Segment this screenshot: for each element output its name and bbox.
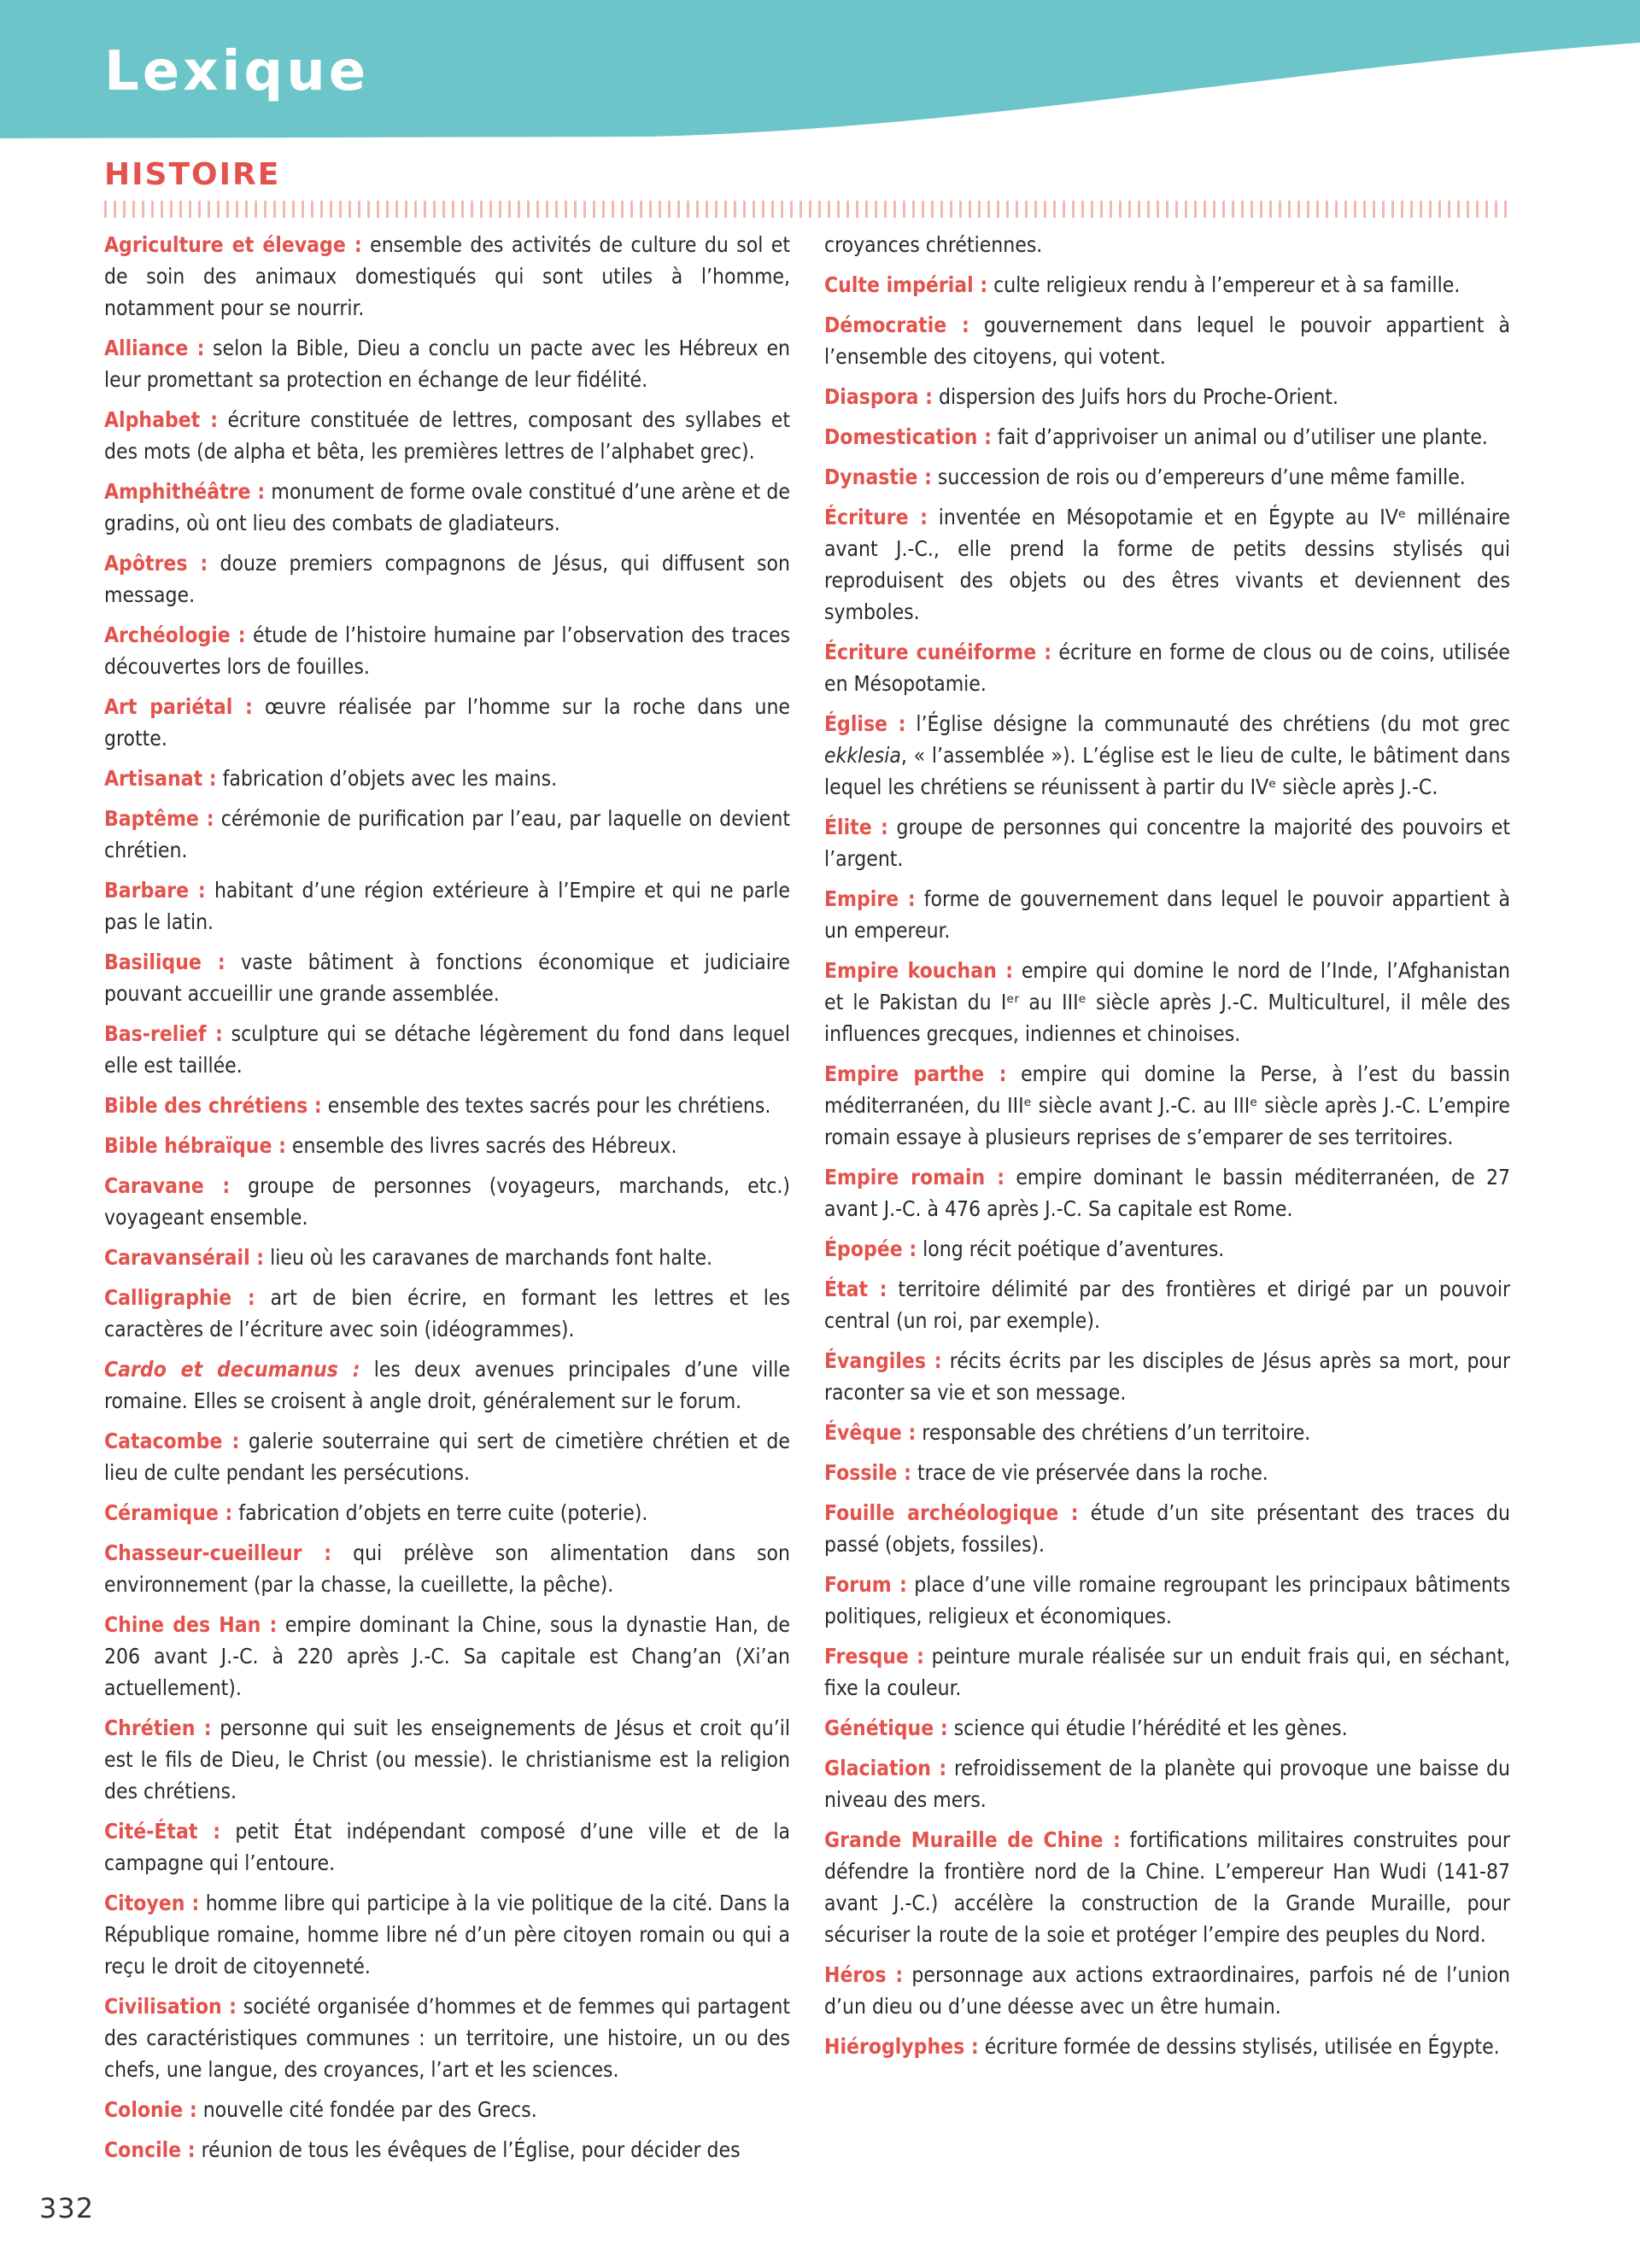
glossary-entry (824, 1457, 1510, 1488)
entry-term: Empire romain : (824, 1165, 1005, 1190)
entry-definition: peinture murale réalisée sur un enduit frais qui, en séchant, fixe la couleur. (824, 1644, 1511, 1700)
entry-definition: écriture constituée de lettres, composant des syllabes et des mots (de alpha et bêta, les premières lettres de l’alphabet grec). (104, 407, 790, 464)
glossary-entry (104, 874, 790, 938)
definition-italic-word: ekklesia (824, 743, 901, 768)
glossary-entry (824, 1752, 1510, 1815)
entry-definition: forme de gouvernement dans lequel le pouvoir appartient à un empereur. (824, 886, 1511, 943)
entry-definition: groupe de personnes (voyageurs, marchands, etc.) voyageant ensemble. (104, 1173, 790, 1230)
glossary-entry (104, 476, 790, 539)
definition-part: , « l’assemblée »). L’église est le lieu de culte, le bâtiment dans lequel les chrétiens se réunissent à partir du IVᵉ siècle après J.-C. (824, 743, 1510, 799)
entry-term: Concile : (104, 2137, 196, 2162)
entry-term: Évangiles : (824, 1348, 942, 1373)
entry-definition: art de bien écrire, en formant les lettres et les caractères de l’écriture avec soin (idéogrammes). (104, 1285, 790, 1342)
glossary-entry (104, 803, 790, 866)
entry-definition: personnage aux actions extraordinaires, parfois né de l’union d’un dieu ou d’une déesse avec un être humain. (824, 1962, 1511, 2019)
entry-definition: ensemble des activités de culture du sol et de soin des animaux domestiqués qui sont utiles à l’homme, notamment pour se nourrir. (104, 232, 790, 320)
glossary-entry (824, 1273, 1510, 1336)
section-title: HISTOIRE (104, 157, 281, 192)
entry-term: Bible des chrétiens : (104, 1093, 322, 1118)
glossary-entry (824, 1959, 1510, 2022)
entry-definition: selon la Bible, Dieu a conclu un pacte avec les Hébreux en leur promettant sa protection en échange de leur fidélité. (104, 336, 790, 392)
glossary-entry (824, 636, 1510, 699)
entry-term: Chrétien : (104, 1716, 212, 1740)
glossary-entry (104, 404, 790, 467)
entry-definition: groupe de personnes qui concentre la majorité des pouvoirs et l’argent. (824, 815, 1510, 871)
entry-definition: homme libre qui participe à la vie politique de la cité. Dans la République romaine, homme libre né d’un père citoyen romain ou qui a reçu le droit de citoyenneté. (104, 1891, 790, 1979)
entry-definition: habitant d’une région extérieure à l’Empire et qui ne parle pas le latin. (104, 878, 790, 934)
entry-definition: place d’une ville romaine regroupant les principaux bâtiments politiques, religieux et économiques. (824, 1572, 1510, 1628)
entry-term: Église : (824, 711, 906, 736)
section-divider (104, 201, 1510, 218)
entry-term: Glaciation : (824, 1756, 947, 1780)
glossary-entry (104, 763, 790, 794)
entry-term: Caravane : (104, 1173, 231, 1198)
entry-definition: empire qui domine la Perse, à l’est du bassin méditerranéen, du IIIᵉ siècle avant J.-C. au IIIᵉ siècle après J.-C. L’empire romain essaye à plusieurs reprises de s’emparer de ses territoires. (824, 1061, 1510, 1149)
glossary-entry (104, 1609, 790, 1704)
glossary-entry (824, 309, 1510, 372)
entry-term: Amphithéâtre : (104, 479, 266, 504)
entry-term: Empire : (824, 886, 916, 911)
entry-definition: empire dominant le bassin méditerranéen, de 27 avant J.-C. à 476 après J.-C. Sa capitale est Rome. (824, 1165, 1510, 1221)
entry-definition: personne qui suit les enseignements de Jésus et croit qu’il est le fils de Dieu, le Christ (ou messie). le christianisme est la religion des chrétiens. (104, 1716, 790, 1803)
page-title: Lexique (104, 40, 370, 103)
glossary-entry (104, 1712, 790, 1807)
entry-term: Chine des Han : (104, 1612, 278, 1637)
entry-definition: empire dominant la Chine, sous la dynastie Han, de 206 avant J.-C. à 220 après J.-C. Sa capitale est Chang’an (Xi’an actuellement). (104, 1612, 791, 1700)
glossary-entry (104, 1282, 790, 1345)
entry-definition: gouvernement dans lequel le pouvoir appartient à l’ensemble des citoyens, qui votent. (824, 313, 1510, 369)
glossary-entry (824, 501, 1510, 628)
entry-term: Écriture cunéiforme : (824, 640, 1052, 664)
glossary-entry (104, 1887, 790, 1982)
glossary-entry (824, 269, 1510, 301)
entry-definition: croyances chrétiennes. (824, 232, 1043, 257)
entry-definition: fabrication d’objets en terre cuite (poterie). (232, 1500, 648, 1525)
entry-term: Fossile : (824, 1460, 911, 1485)
entry-definition: ensemble des livres sacrés des Hébreux. (285, 1133, 677, 1158)
glossary-entry (104, 229, 790, 324)
entry-definition: monument de forme ovale constitué d’une arène et de gradins, où ont lieu des combats de gladiateurs. (104, 479, 790, 535)
glossary-entry (824, 1824, 1510, 1950)
glossary-entry (104, 1537, 790, 1600)
glossary-entry (104, 1018, 790, 1081)
definition-part: l’Église désigne la communauté des chrétiens (du mot grec (905, 711, 1511, 736)
page-number: 332 (39, 2192, 95, 2224)
glossary-column-left (104, 229, 790, 2174)
entry-definition: long récit poétique d’aventures. (917, 1236, 1225, 1261)
entry-definition: culte religieux rendu à l’empereur et à sa famille. (987, 272, 1461, 297)
entry-term: Caravansérail : (104, 1245, 265, 1270)
entry-term: Art pariétal : (104, 694, 253, 719)
entry-term: Bas-relief : (104, 1021, 223, 1046)
entry-term: Héros : (824, 1962, 904, 1987)
entry-definition: lieu où les caravanes de marchands font halte. (264, 1245, 713, 1270)
entry-definition: vaste bâtiment à fonctions économique et judiciaire pouvant accueillir une grande assemblée. (104, 950, 790, 1006)
glossary-entry (104, 1242, 790, 1273)
entry-term: Baptême : (104, 806, 214, 831)
entry-definition: cérémonie de purification par l’eau, par laquelle on devient chrétien. (104, 806, 790, 862)
entry-term: Cardo et decumanus : (104, 1357, 360, 1382)
entry-term: Basilique : (104, 950, 226, 974)
entry-definition: réunion de tous les évêques de l’Église, pour décider des (195, 2137, 741, 2162)
glossary-entry (104, 547, 790, 611)
glossary-entry (824, 811, 1510, 874)
entry-term: Empire parthe : (824, 1061, 1007, 1086)
glossary-entry (824, 1161, 1510, 1225)
entry-term: Civilisation : (104, 1994, 237, 2019)
glossary-entry (824, 883, 1510, 946)
entry-definition: dispersion des Juifs hors du Proche-Orient. (933, 384, 1338, 409)
glossary-entry (104, 1425, 790, 1488)
entry-term: Domestication : (824, 424, 992, 449)
glossary-entry (104, 1497, 790, 1529)
entry-definition: empire qui domine le nord de l’Inde, l’Afghanistan et le Pakistan du Iᵉʳ au IIIᵉ siècle après J.-C. Multiculturel, il mêle des influences grecques, indiennes et chinoises. (824, 958, 1511, 1046)
entry-term: Évêque : (824, 1420, 917, 1445)
glossary-entry (104, 619, 790, 682)
entry-definition: ensemble des textes sacrés pour les chrétiens. (321, 1093, 771, 1118)
entry-definition: étude de l’histoire humaine par l’observation des traces découvertes lors de fouilles. (104, 623, 790, 679)
entry-term: Hiéroglyphes : (824, 2034, 979, 2059)
entry-term: Fresque : (824, 1644, 924, 1669)
entry-term: Dynastie : (824, 465, 932, 489)
entry-term: Fouille archéologique : (824, 1500, 1079, 1525)
entry-term: Diaspora : (824, 384, 933, 409)
glossary-entry (824, 1497, 1510, 1560)
glossary-entry (104, 2094, 790, 2125)
entry-term: Alliance : (104, 336, 205, 360)
entry-term: Élite : (824, 815, 888, 839)
entry-definition: galerie souterraine qui sert de cimetière chrétien et de lieu de culte pendant les persécutions. (104, 1429, 790, 1485)
entry-definition: science qui étudie l’hérédité et les gènes. (947, 1716, 1348, 1740)
entry-definition: sculpture qui se détache légèrement du fond dans lequel elle est taillée. (104, 1021, 790, 1078)
entry-definition: étude d’un site présentant des traces du passé (objets, fossiles). (824, 1500, 1510, 1557)
glossary-entry (104, 946, 790, 1009)
entry-term: Apôtres : (104, 551, 208, 576)
glossary-entry (824, 1417, 1510, 1448)
glossary-entry (824, 381, 1510, 412)
entry-term: Archéologie : (104, 623, 246, 647)
glossary-entry (104, 1170, 790, 1233)
entry-definition: société organisée d’hommes et de femmes qui partagent des caractéristiques communes : un territoire, une histoire, un ou des chefs, une langue, des croyances, l’art et les sciences. (104, 1994, 790, 2082)
entry-term: Empire kouchan : (824, 958, 1014, 983)
glossary-entry (824, 1233, 1510, 1265)
entry-definition: responsable des chrétiens d’un territoire. (916, 1420, 1311, 1445)
entry-term: Culte impérial : (824, 272, 988, 297)
entry-term: Génétique : (824, 1716, 948, 1740)
entry-definition: refroidissement de la planète qui provoque une baisse du niveau des mers. (824, 1756, 1510, 1812)
glossary-entry (104, 2134, 790, 2166)
entry-definition: fabrication d’objets avec les mains. (216, 766, 558, 791)
glossary-entry (104, 332, 790, 395)
entry-term: Calligraphie : (104, 1285, 255, 1310)
entry-term: Colonie : (104, 2097, 197, 2122)
entry-term: Épopée : (824, 1236, 917, 1261)
glossary-entry (824, 461, 1510, 493)
entry-term: Écriture : (824, 505, 928, 529)
entry-term: Bible hébraïque : (104, 1133, 286, 1158)
entry-definition: trace de vie préservée dans la roche. (911, 1460, 1268, 1485)
glossary-entry (104, 1353, 790, 1417)
glossary-entry (824, 1569, 1510, 1632)
entry-term: Artisanat : (104, 766, 217, 791)
glossary-entry (104, 1090, 790, 1121)
glossary-entry (824, 1058, 1510, 1153)
entry-term: Citoyen : (104, 1891, 200, 1915)
entry-term: Démocratie : (824, 313, 969, 337)
entry-definition: fait d’apprivoiser un animal ou d’utiliser une plante. (991, 424, 1488, 449)
entry-definition: qui prélève son alimentation dans son environnement (par la chasse, la cueillette, la pêche). (104, 1540, 790, 1597)
entry-definition: petit État indépendant composé d’une ville et de la campagne qui l’entoure. (104, 1819, 790, 1875)
glossary-entry (824, 708, 1510, 803)
entry-definition (824, 711, 1510, 799)
entry-term: Céramique : (104, 1500, 233, 1525)
glossary-entry (104, 1815, 790, 1879)
entry-definition: écriture en forme de clous ou de coins, utilisée en Mésopotamie. (824, 640, 1510, 696)
glossary-entry (104, 691, 790, 754)
header-banner (0, 0, 1640, 141)
entry-definition: récits écrits par les disciples de Jésus après sa mort, pour raconter sa vie et son message. (824, 1348, 1511, 1405)
entry-definition: inventée en Mésopotamie et en Égypte au IVᵉ millénaire avant J.-C., elle prend la forme de petits dessins stylisés qui reproduisent des objets ou des êtres vivants et deviennent des symboles. (824, 505, 1510, 624)
glossary-entry (104, 1130, 790, 1161)
entry-term: Agriculture et élevage : (104, 232, 362, 257)
entry-term: Catacombe : (104, 1429, 240, 1453)
entry-term: Cité-État : (104, 1819, 221, 1844)
glossary-entry (824, 1345, 1510, 1408)
entry-term: Alphabet : (104, 407, 219, 432)
entry-definition: fortifications militaires construites pour défendre la frontière nord de la Chine. L’empereur Han Wudi (141-87 avant J.-C.) accélère la construction de la Grande Muraille, pour sécuriser la route de la soie et protéger l’empire des peuples du Nord. (824, 1827, 1510, 1947)
entry-definition: écriture formée de dessins stylisés, utilisée en Égypte. (978, 2034, 1500, 2059)
glossary-entry (104, 1990, 790, 2085)
glossary-entry (824, 421, 1510, 453)
glossary-entry (824, 229, 1510, 260)
entry-term: Forum : (824, 1572, 907, 1597)
entry-term: Grande Muraille de Chine : (824, 1827, 1121, 1852)
entry-term: État : (824, 1277, 887, 1301)
entry-definition: territoire délimité par des frontières et dirigé par un pouvoir central (un roi, par exemple). (824, 1277, 1510, 1333)
entry-term: Barbare : (104, 878, 206, 903)
glossary-entry (824, 1712, 1510, 1744)
entry-term: Chasseur-cueilleur : (104, 1540, 332, 1565)
entry-definition: les deux avenues principales d’une ville romaine. Elles se croisent à angle droit, généralement sur le forum. (104, 1357, 790, 1413)
entry-definition: douze premiers compagnons de Jésus, qui diffusent son message. (104, 551, 791, 607)
entry-definition: œuvre réalisée par l’homme sur la roche dans une grotte. (104, 694, 790, 751)
glossary-entry (824, 955, 1510, 1049)
glossary-entry (824, 1640, 1510, 1704)
glossary-entry (824, 2031, 1510, 2062)
glossary-column-right (824, 229, 1510, 2071)
entry-definition: nouvelle cité fondée par des Grecs. (196, 2097, 537, 2122)
entry-definition: succession de rois ou d’empereurs d’une même famille. (931, 465, 1466, 489)
